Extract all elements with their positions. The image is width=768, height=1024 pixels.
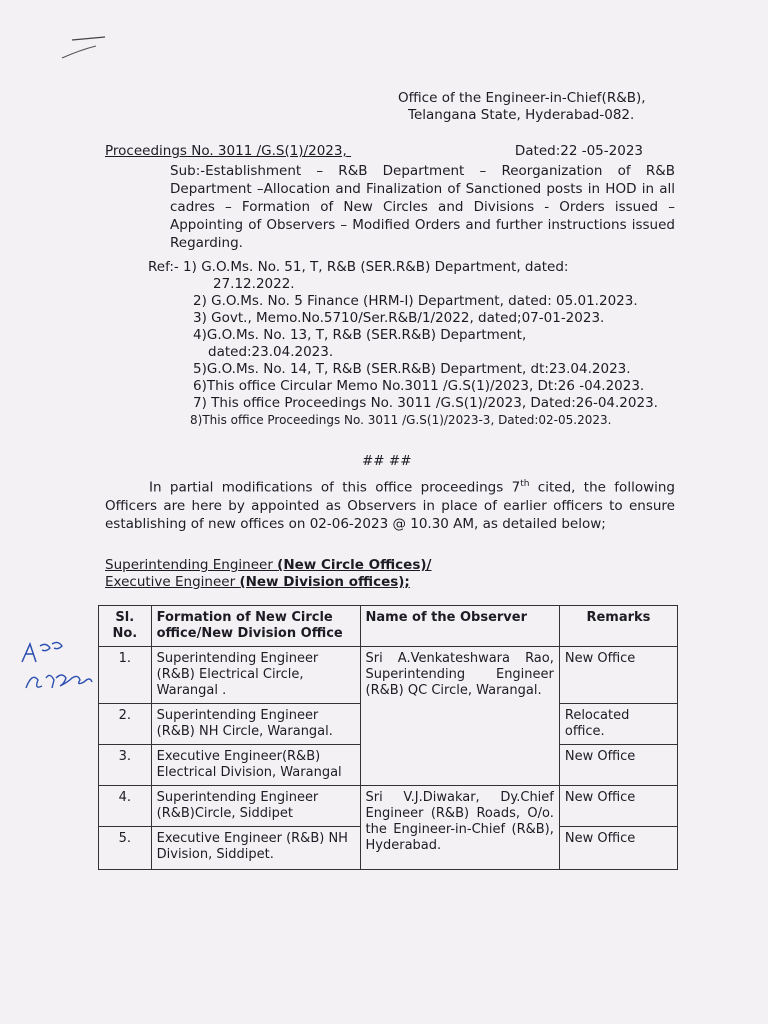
proceedings-number: Proceedings No. 3011 /G.S(1)/2023, — [105, 143, 347, 159]
observers-table — [98, 605, 678, 870]
ref-7: 7) This office Proceedings No. 3011 /G.S(1)/2023, Dated:26-04.2023. — [193, 395, 658, 411]
heading-2-bold: (New Division offices); — [239, 574, 410, 590]
header-sl: Sl. No. — [99, 606, 152, 647]
proceedings-line — [105, 143, 643, 160]
para-sup: th — [520, 479, 530, 489]
office-line-1: Office of the Engineer-in-Chief(R&B), — [398, 90, 646, 106]
table-row — [99, 786, 678, 827]
subject: Sub:-Establishment – R&B Department – Reorganization of R&B Department –Allocation and Finalization of Sanctioned posts in HOD in all cadres – Formation of New Circles and Divisions - Orders issued – Appointing of Observers – Modified Orders and further instructions issued Regarding. — [170, 163, 675, 251]
table-header-row — [99, 606, 678, 647]
row-formation: Superintending Engineer (R&B)Circle, Siddipet — [151, 786, 360, 827]
pen-mark — [50, 28, 120, 68]
row-remarks: New Office — [559, 647, 677, 704]
row-observer: Sri V.J.Diwakar, Dy.Chief Engineer (R&B) Roads, O/o. the Engineer-in-Chief (R&B), Hyderabad. — [360, 786, 559, 870]
ref-1: Ref:- 1) G.O.Ms. No. 51, T, R&B (SER.R&B) Department, dated: — [148, 259, 569, 275]
ref-6: 6)This office Circular Memo No.3011 /G.S(1)/2023, Dt:26 -04.2023. — [193, 378, 645, 394]
para-part-2: cited, the following Officers are here by appointed as Observers in place of earlier officers to ensure establishing of new offices on 02-06-2023 @ 10.30 AM, as detailed below; — [105, 479, 675, 532]
row-sl: 4. — [99, 786, 152, 827]
office-line-2: Telangana State, Hyderabad-082. — [408, 107, 635, 123]
ref-4-date: dated:23.04.2023. — [208, 344, 334, 360]
row-remarks: New Office — [559, 786, 677, 827]
row-sl: 2. — [99, 704, 152, 745]
table-row — [99, 647, 678, 704]
para-part-1: In partial modifications of this office proceedings 7 — [149, 479, 521, 496]
heading-2-plain: Executive Engineer — [105, 574, 240, 590]
row-remarks: Relocated office. — [559, 704, 677, 745]
ref-1-date: 27.12.2022. — [213, 276, 295, 292]
intro-paragraph — [105, 475, 675, 533]
row-sl: 5. — [99, 827, 152, 870]
ref-2: 2) G.O.Ms. No. 5 Finance (HRM-I) Department, dated: 05.01.2023. — [193, 293, 638, 309]
row-sl: 3. — [99, 745, 152, 786]
header-observer: Name of the Observer — [360, 606, 559, 647]
header-formation: Formation of New Circle office/New Division Office — [151, 606, 360, 647]
section-heading-1 — [105, 557, 431, 574]
handwritten-initials — [12, 632, 102, 702]
ref-4: 4)G.O.Ms. No. 13, T, R&B (SER.R&B) Department, — [193, 327, 527, 343]
header-remarks: Remarks — [559, 606, 677, 647]
ref-8: 8)This office Proceedings No. 3011 /G.S(1)/2023-3, Dated:02-05.2023. — [190, 413, 612, 427]
proceedings-date: Dated:22 -05-2023 — [514, 143, 643, 159]
row-sl: 1. — [99, 647, 152, 704]
row-remarks: New Office — [559, 745, 677, 786]
section-heading-2 — [105, 574, 410, 591]
ref-5: 5)G.O.Ms. No. 14, T, R&B (SER.R&B) Department, dt:23.04.2023. — [193, 361, 631, 377]
references — [148, 259, 658, 429]
row-remarks: New Office — [559, 827, 677, 870]
row-formation: Superintending Engineer (R&B) Electrical Circle, Warangal . — [151, 647, 360, 704]
heading-1-bold: (New Circle Offices)/ — [277, 557, 432, 573]
row-formation: Executive Engineer(R&B) Electrical Division, Warangal — [151, 745, 360, 786]
heading-1-plain: Superintending Engineer — [105, 557, 278, 573]
row-observer: Sri A.Venkateshwara Rao, Superintending Engineer (R&B) QC Circle, Warangal. — [360, 647, 559, 786]
row-formation: Executive Engineer (R&B) NH Division, Siddipet. — [151, 827, 360, 870]
separator: ## ## — [362, 453, 412, 469]
row-formation: Superintending Engineer (R&B) NH Circle, Warangal. — [151, 704, 360, 745]
ref-3: 3) Govt., Memo.No.5710/Ser.R&B/1/2022, dated;07-01-2023. — [193, 310, 605, 326]
